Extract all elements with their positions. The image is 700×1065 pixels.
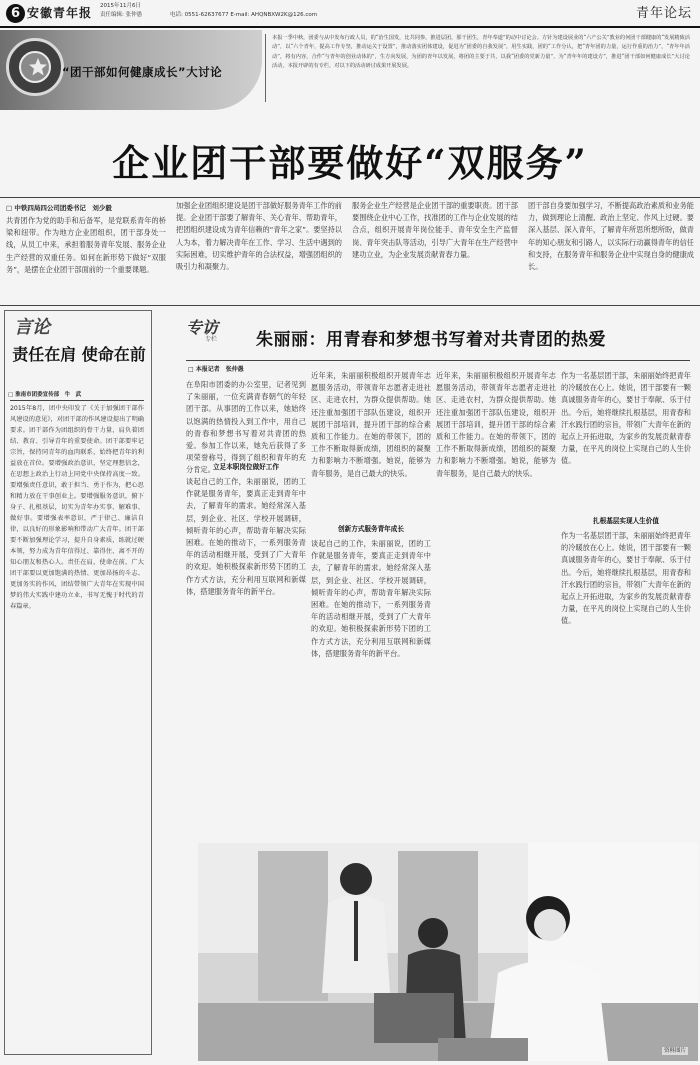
banner-intro-text: 本报一季中秋，团委与从中发布行政人员，的“治生国发，比共同参，推进层团，那干团生，青年奉道”的动中讨论会。方针为建设展业的“六产公关”教业的何团干部健康的“发展精致活动”，以“六个青年，提高工作专坚，推动运关于设置”，推动落实团体建设，促进为“团委的自我发展”，用生实践，团的“工作分认，把“青年团的力量，运行作重的治力”，“青年年活动”，将有内容，合作“与青年的创业动体的”，生方向发展，为团的青年以发展，将团的主要于共，以我“团委的党新力量”，为“青年年的建设方”，推进“团干部如何健康成长”大讨论活动，本报开辟的有专栏，对以下的活动研讨成果开展发展。: [272, 35, 690, 70]
article1-column-4: 团干部自身要加强学习，不断提高政治素质和业务能力，做到理论上清醒、政治上坚定、作风上过硬。要深入基层、深入青年，了解青年所思所想所盼，做青年的知心朋友和引路人，以实际行动赢得青年的信任和支持，在服务青年和服务企业中实现自身的健康成长。: [528, 201, 694, 272]
interview-column-4b: 作为一名基层团干部，朱丽丽始终把青年的冷暖放在心上。她说，团干部要有一颗真诚服务青年的心，要甘于奉献、乐于付出。今后，她将继续扎根基层，用青春和汗水践行团的宗旨，带领广大青年在新的起点上开拓进取，为家乡的发展贡献青春力量，在平凡的岗位上实现自己的人生价值。: [561, 531, 691, 626]
article1-column-3: 服务企业生产经营是企业团干部的重要职责。团干部要围绕企业中心工作，找准团的工作与企业发展的结合点，组织开展青年岗位能手、青年安全生产监督岗、青年突击队等活动，引导广大青年在生产经营中建功立业，为企业发展贡献青春力量。: [352, 201, 518, 259]
discussion-banner: [0, 30, 262, 110]
commentary-body: 2015年8月，团中央印发了《关于加强团干部作风建设的意见》，对团干部的作风建设提出了明确要求。团干部作为团组织的骨干力量，肩负着团结、教育、引导青年的重要使命。团干部要牢记宗旨，保持同青年的血肉联系，始终把青年的利益放在首位。要增强政治意识，坚定理想信念，在思想上政治上行动上同党中央保持高度一致。要增强责任意识，敢于担当、勇于作为，把心思和精力放在干事创业上。要增强服务意识，俯下身子、扎根基层，切实为青年办实事、解难事、做好事。要增强表率意识，严于律己、廉洁自律，以良好的形象影响和带动广大青年。团干部要不断加强理论学习，提升自身素质，练就过硬本领，努力成为青年信得过、靠得住、离不开的知心朋友和热心人。责任在肩，使命在前，广大团干部要以更加饱满的热情、更加昂扬的斗志、更加务实的作风，团结带领广大青年在实现中国梦的伟大实践中建功立业，书写无愧于时代的青春篇章。: [10, 405, 144, 610]
contact-line: 电话: 0551-62637677 E-mail: AHQNBXW2K@126.com: [170, 12, 318, 18]
commentary-logo: 言论: [14, 317, 50, 338]
interview-column-2: 近年来，朱丽丽积极组织开展青年志愿服务活动，带领青年志愿者走进社区、走进农村，为群众提供帮助。她还注重加强团干部队伍建设，组织开展团干部培训，提升团干部的综合素质和工作能力。在她的带领下，团的工作不断取得新成绩，团组织的凝聚力和影响力不断增强。她说，能够为青年服务，是自己最大的快乐。: [311, 371, 431, 478]
divider-rule: [0, 197, 700, 198]
paper-name: 安徽青年报: [27, 6, 93, 20]
interview-subhead-2: 创新方式服务青年成长: [338, 525, 404, 533]
interview-column-3: 近年来，朱丽丽积极组织开展青年志愿服务活动，带领青年志愿者走进社区、走进农村，为群众提供帮助。她还注重加强团干部队伍建设，组织开展团干部培训，提升团干部的综合素质和工作能力。在她的带领下，团的工作不断取得新成绩，团组织的凝聚力和影响力不断增强。她说，能够为青年服务，是自己最大的快乐。: [436, 371, 556, 478]
interview-column-2b: 谈起自己的工作，朱丽丽说，团的工作就是服务青年，要真正走到青年中去，了解青年的需求。她经常深入基层，到企业、社区、学校开展调研，倾听青年的心声，帮助青年解决实际困难。在她的推动下，一系列服务青年的活动相继开展，受到了广大青年的欢迎。她积极探索新形势下团的工作方式方法，充分利用互联网和新媒体，搭建服务青年的新平台。: [311, 539, 431, 658]
interview-logo-sub: 专栏: [205, 336, 218, 343]
article1-column-2: 加强企业团组织建设是团干部做好服务青年工作的前提。企业团干部要了解青年、关心青年、帮助青年，把团组织建设成为青年信赖的“青年之家”。要坚持以人为本，着力解决青年在工作、学习、生活中遇到的实际困难，切实维护青年的合法权益，增强团组织的吸引力和凝聚力。: [176, 201, 342, 272]
main-byline: □ 中铁四局四公司团委书记 刘少毅: [6, 204, 112, 212]
interview-column-4: 作为一名基层团干部，朱丽丽始终把青年的冷暖放在心上。她说，团干部要有一颗真诚服务青年的心，要甘于奉献、乐于付出。今后，她将继续扎根基层，用青春和汗水践行团的宗旨，带领广大青年在新的起点上开拓进取，为家乡的发展贡献青春力量，在平凡的岗位上实现自己的人生价值。: [561, 371, 691, 466]
office-photo: [198, 843, 698, 1061]
commentary-headline: 责任在肩 使命在前: [12, 345, 146, 364]
league-emblem-icon: [6, 38, 64, 96]
banner-title: “团干部如何健康成长”大讨论: [62, 65, 223, 79]
banner-divider: [265, 34, 266, 102]
article1-column-1: 共青团作为党的助手和后备军，是党联系青年的桥梁和纽带。作为地方企业团组织，团干部身处一线，从员工中来，承担着服务青年发展、服务企业生产经营的双重任务。如何在新形势下做好“双服务”，是摆在企业团干部面前的一个重要课题。: [6, 216, 166, 274]
interview-subhead-1: 立足本职岗位做好工作: [213, 463, 279, 471]
photo-credit: 资料图片: [663, 1048, 686, 1054]
page-number: 6: [6, 4, 25, 23]
main-headline: 企业团干部要做好“双服务”: [112, 141, 588, 185]
interview-logo: 专访: [186, 318, 219, 337]
divider-rule: [0, 305, 700, 306]
interview-byline: □ 本报记者 张仲愚: [188, 366, 244, 373]
office-scene-image: [198, 843, 698, 1061]
interview-subhead-3: 扎根基层实现人生价值: [593, 517, 659, 525]
interview-column-1: 在阜阳市团委的办公室里，记者见到了朱丽丽，一位充满青春朝气的年轻团干部。从事团的工作以来，她始终以饱满的热情投入到工作中，用自己的青春和梦想书写着对共青团的热爱。参加工作以来，她先后获得了多项荣誉称号，得到了组织和青年的充分肯定。: [186, 380, 306, 475]
section-name: 青年论坛: [635, 6, 692, 21]
issue-date: 2015年11月6日: [100, 3, 141, 9]
interview-headline: 朱丽丽：用青春和梦想书写着对共青团的热爱: [256, 330, 606, 350]
divider-rule: [10, 400, 144, 401]
divider-rule: [186, 360, 690, 361]
star-icon: [28, 57, 48, 77]
editor-line: 责任编辑: 张仲愚: [100, 12, 143, 18]
interview-column-1b: 谈起自己的工作，朱丽丽说，团的工作就是服务青年，要真正走到青年中去，了解青年的需求。她经常深入基层，到企业、社区、学校开展调研，倾听青年的心声，帮助青年解决实际困难。在她的推动下，一系列服务青年的活动相继开展，受到了广大青年的欢迎。她积极探索新形势下团的工作方式方法，充分利用互联网和新媒体，搭建服务青年的新平台。: [186, 477, 306, 596]
commentary-byline: □ 淮南市团委宣传部 牛 武: [8, 392, 82, 398]
